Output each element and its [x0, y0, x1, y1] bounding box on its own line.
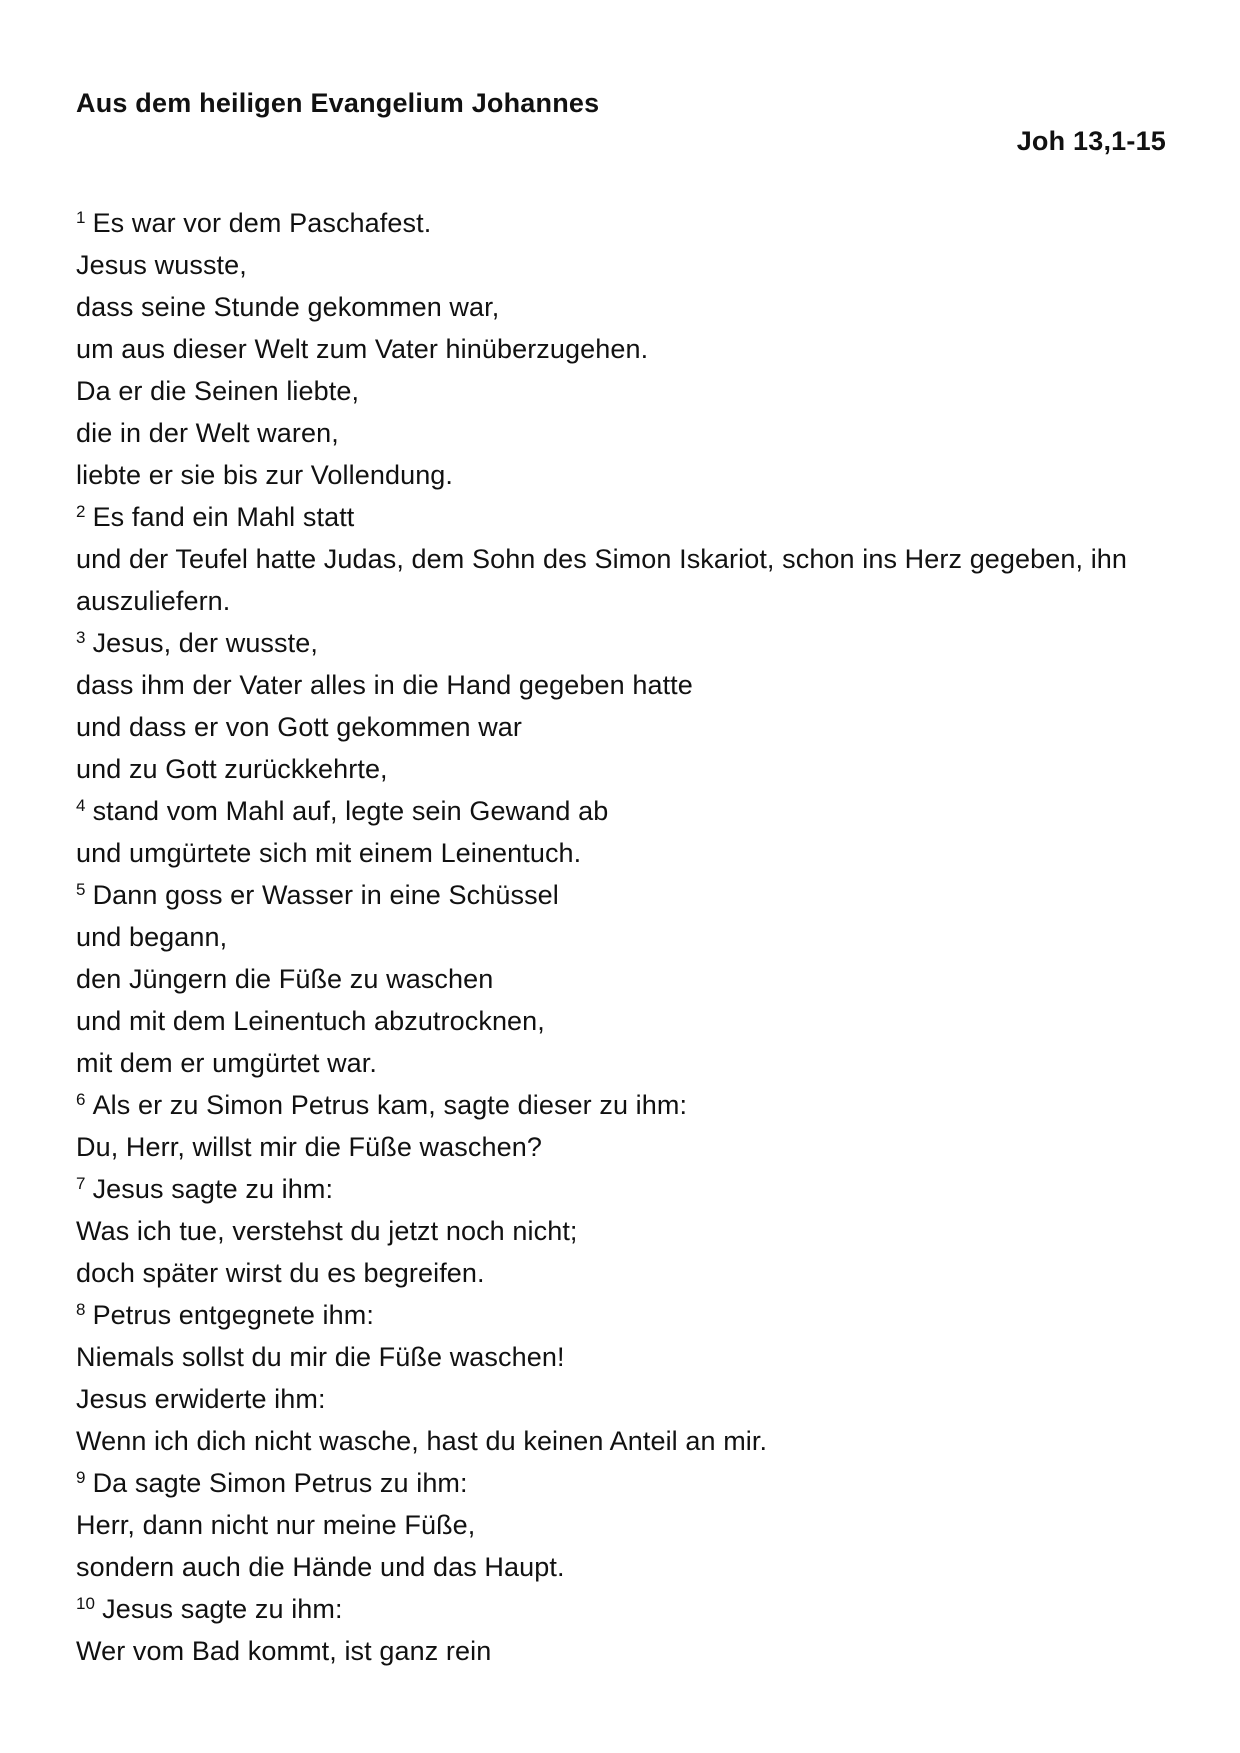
line-text: sondern auch die Hände und das Haupt. — [76, 1552, 565, 1582]
text-line: 4 stand vom Mahl auf, legte sein Gewand ab — [76, 796, 609, 826]
text-line — [76, 580, 1166, 622]
line-text: Da er die Seinen liebte, — [76, 376, 360, 406]
text-line: 9 Da sagte Simon Petrus zu ihm: — [76, 1468, 468, 1498]
text-line — [76, 370, 1166, 412]
line-text: Es war vor dem Paschafest. — [92, 208, 432, 238]
page-title: Aus dem heiligen Evangelium Johannes — [76, 88, 600, 118]
text-line — [76, 244, 1166, 286]
line-text: Wer vom Bad kommt, ist ganz rein — [76, 1636, 492, 1666]
line-text: mit dem er umgürtet war. — [76, 1048, 377, 1078]
line-text: Jesus wusste, — [76, 250, 247, 280]
line-text: Als er zu Simon Petrus kam, sagte dieser zu ihm: — [92, 1090, 688, 1120]
line-text: Es fand ein Mahl statt — [92, 502, 355, 532]
line-text: und umgürtete sich mit einem Leinentuch. — [76, 838, 582, 868]
line-text: Dann goss er Wasser in eine Schüssel — [92, 880, 559, 910]
text-line — [76, 916, 1166, 958]
text-line — [76, 664, 1166, 706]
text-line: 5 Dann goss er Wasser in eine Schüssel — [76, 880, 559, 910]
line-text: und begann, — [76, 922, 228, 952]
text-line — [76, 538, 1166, 580]
text-line — [76, 1378, 1166, 1420]
line-text: und zu Gott zurückkehrte, — [76, 754, 388, 784]
line-text: Jesus, der wusste, — [92, 628, 318, 658]
text-line — [76, 1126, 1166, 1168]
text-line — [76, 832, 1166, 874]
scripture-reference: Joh 13,1-15 — [1016, 126, 1166, 156]
text-line — [76, 1504, 1166, 1546]
line-text: Jesus erwiderte ihm: — [76, 1384, 326, 1414]
line-text: doch später wirst du es begreifen. — [76, 1258, 485, 1288]
text-line — [76, 1420, 1166, 1462]
line-text: und mit dem Leinentuch abzutrocknen, — [76, 1006, 545, 1036]
line-text: Du, Herr, willst mir die Füße waschen? — [76, 1132, 542, 1162]
line-text: auszuliefern. — [76, 586, 231, 616]
line-text: Herr, dann nicht nur meine Füße, — [76, 1510, 476, 1540]
line-text: die in der Welt waren, — [76, 418, 339, 448]
line-text: dass ihm der Vater alles in die Hand gegeben hatte — [76, 670, 693, 700]
line-text: und der Teufel hatte Judas, dem Sohn des Simon Iskariot, schon ins Herz gegeben, ihn — [76, 544, 1128, 574]
line-text: Jesus sagte zu ihm: — [92, 1174, 334, 1204]
text-line — [76, 1630, 1166, 1672]
text-line — [76, 1042, 1166, 1084]
text-line — [76, 1210, 1166, 1252]
text-line — [76, 1252, 1166, 1294]
line-text: Petrus entgegnete ihm: — [92, 1300, 374, 1330]
line-text: den Jüngern die Füße zu waschen — [76, 964, 494, 994]
text-line: 6 Als er zu Simon Petrus kam, sagte dieser zu ihm: — [76, 1090, 688, 1120]
text-line: 2 Es fand ein Mahl statt — [76, 502, 355, 532]
line-text: Da sagte Simon Petrus zu ihm: — [92, 1468, 468, 1498]
text-line — [76, 1336, 1166, 1378]
gospel-text — [76, 202, 1166, 1672]
text-line: 7 Jesus sagte zu ihm: — [76, 1174, 334, 1204]
text-line: 10 Jesus sagte zu ihm: — [76, 1594, 343, 1624]
text-line: 8 Petrus entgegnete ihm: — [76, 1300, 374, 1330]
text-line — [76, 1546, 1166, 1588]
text-line — [76, 412, 1166, 454]
line-text: Jesus sagte zu ihm: — [102, 1594, 343, 1624]
line-text: und dass er von Gott gekommen war — [76, 712, 523, 742]
line-text: liebte er sie bis zur Vollendung. — [76, 460, 454, 490]
line-text: Wenn ich dich nicht wasche, hast du keinen Anteil an mir. — [76, 1426, 768, 1456]
line-text: stand vom Mahl auf, legte sein Gewand ab — [92, 796, 609, 826]
text-line — [76, 958, 1166, 1000]
text-line — [76, 454, 1166, 496]
text-line: 1 Es war vor dem Paschafest. — [76, 208, 432, 238]
text-line — [76, 286, 1166, 328]
text-line: 3 Jesus, der wusste, — [76, 628, 318, 658]
text-line — [76, 706, 1166, 748]
text-line — [76, 328, 1166, 370]
line-text: Niemals sollst du mir die Füße waschen! — [76, 1342, 565, 1372]
line-text: Was ich tue, verstehst du jetzt noch nicht; — [76, 1216, 578, 1246]
text-line — [76, 748, 1166, 790]
line-text: um aus dieser Welt zum Vater hinüberzugehen. — [76, 334, 649, 364]
line-text: dass seine Stunde gekommen war, — [76, 292, 500, 322]
text-line — [76, 1000, 1166, 1042]
